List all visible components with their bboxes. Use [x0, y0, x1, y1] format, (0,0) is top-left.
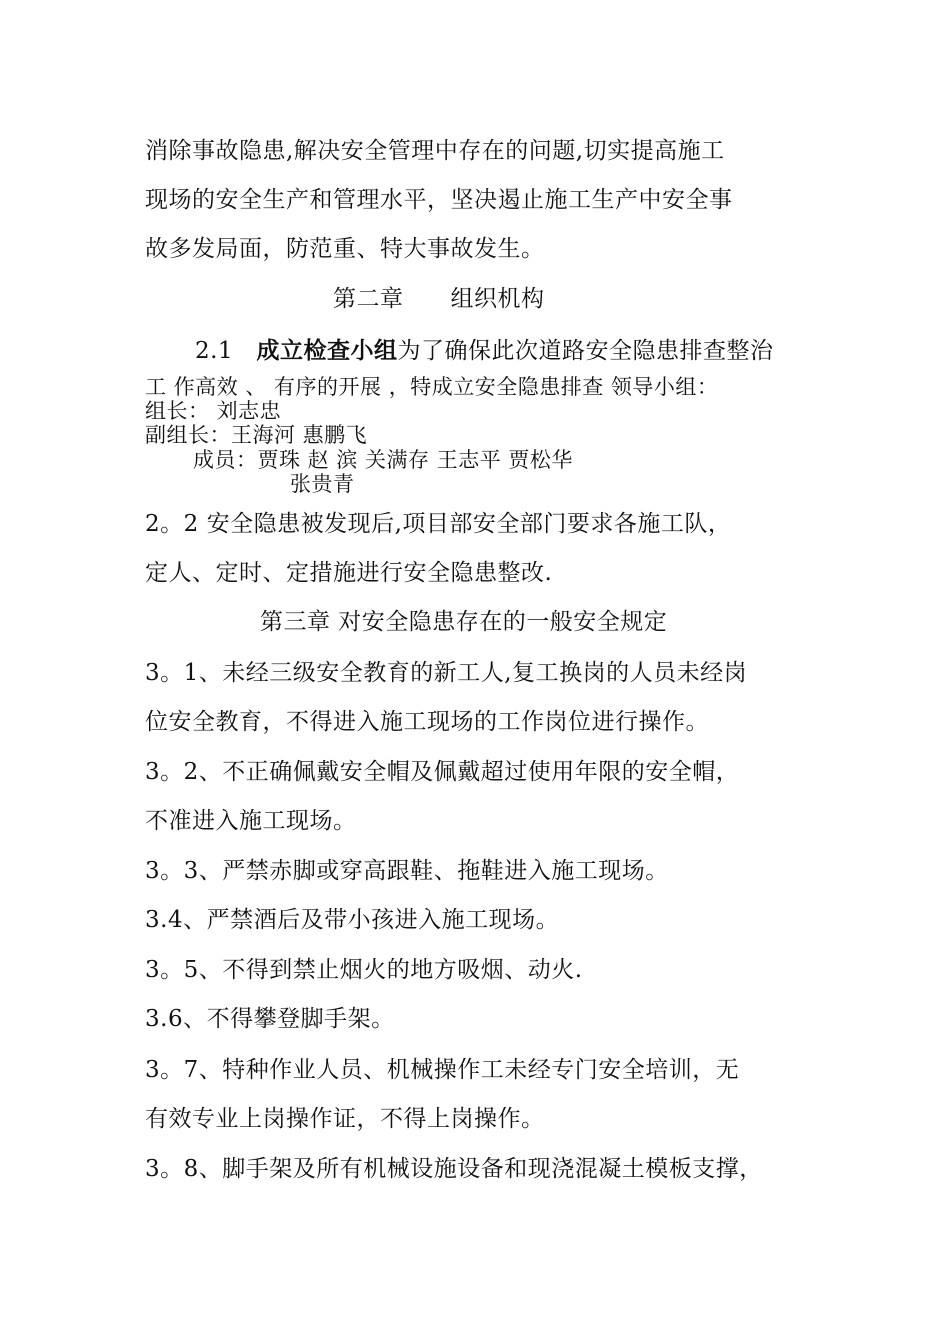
rule-line: 有效专业上岗操作证，不得上岗操作。 [145, 1106, 545, 1132]
rule-line: 位安全教育，不得进入施工现场的工作岗位进行操作。 [145, 709, 709, 735]
intro-line-1: 消除事故隐患,解决安全管理中存在的问题,切实提高施工 [145, 138, 725, 164]
rule-line: 3.6、不得攀登脚手架。 [145, 1006, 395, 1032]
section-2-1-text: 为了确保此次道路安全隐患排查整治 [397, 338, 774, 364]
section-2-1-text-2: 工 作高效 、 有序的开展 ，特成立安全隐患排查 领导小组： [145, 375, 719, 399]
chapter2-title: 第二章 组织机构 [333, 286, 545, 312]
rule-line: 3。3、严禁赤脚或穿高跟鞋、拖鞋进入施工现场。 [145, 858, 669, 884]
rule-line: 不准进入施工现场。 [145, 808, 357, 834]
intro-line-2: 现场的安全生产和管理水平，坚决遏止施工生产中安全事 [145, 187, 733, 213]
rule-line: 3。5、不得到禁止烟火的地方吸烟、动火. [145, 957, 583, 983]
section-2-1-title: 成立检查小组 [256, 337, 398, 364]
members-line: 成员：贾珠 赵 滨 关满存 王志平 贾松华 [193, 448, 573, 472]
chapter3-title: 第三章 对安全隐患存在的一般安全规定 [260, 609, 668, 635]
section-2-1-line [195, 336, 774, 366]
intro-line-3: 故多发局面，防范重、特大事故发生。 [145, 236, 545, 262]
rule-line: 3。7、特种作业人员、机械操作工未经专门安全培训，无 [145, 1057, 740, 1083]
rule-line: 3。8、脚手架及所有机械设施设备和现浇混凝土模板支撑， [145, 1156, 763, 1182]
deputy-line: 副组长：王海河 惠鹏飞 [145, 423, 368, 447]
section-2-2-line-2: 定人、定时、定措施进行安全隐患整改. [145, 560, 553, 586]
rule-line: 3.4、严禁酒后及带小孩进入施工现场。 [145, 907, 560, 933]
leader-line: 组长： 刘志忠 [145, 399, 282, 423]
section-2-2-line-1: 2。2 安全隐患被发现后,项目部安全部门要求各施工队， [145, 511, 732, 537]
section-2-1-number: 2.1 [195, 338, 234, 364]
members-cont-line: 张贵青 [290, 472, 355, 496]
rule-line: 3。2、不正确佩戴安全帽及佩戴超过使用年限的安全帽， [145, 759, 740, 785]
rule-line: 3。1、未经三级安全教育的新工人,复工换岗的人员未经岗 [145, 660, 748, 686]
